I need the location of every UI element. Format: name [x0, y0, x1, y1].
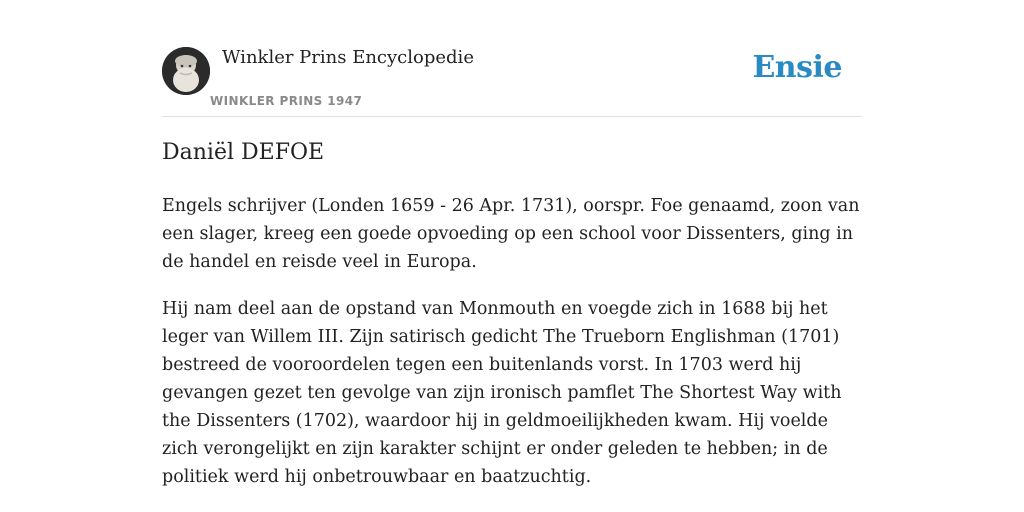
- source-title[interactable]: Winkler Prins Encyclopedie: [222, 47, 474, 68]
- article-paragraph: Engels schrijver (Londen 1659 - 26 Apr. 1731), oorspr. Foe genaamd, zoon van een slager, kreeg een goede opvoeding op een school voor Dissenters, ging in de handel en reisde veel in Europa.: [162, 196, 860, 272]
- avatar[interactable]: [162, 47, 210, 95]
- article-title: Daniël DEFOE: [162, 140, 325, 165]
- article-paragraph: Hij nam deel aan de opstand van Monmouth en voegde zich in 1688 bij het leger van Willem III. Zijn satirisch gedicht The Trueborn Englishman (1701) bestreed de vooroordelen tegen een buitenlands vorst. In 1703 werd hij gevangen gezet ten gevolge van zijn ironisch pamflet The Shortest Way with the Dissenters (1702), waardoor hij in geldmoeilijkheden kwam. Hij voelde zich verongelijkt en zijn karakter schijnt er onder geleden te hebben; in de politiek werd hij onbetrouwbaar en baatzuchtig.: [162, 299, 842, 487]
- bearded-man-portrait-icon: [162, 47, 210, 95]
- source-subtitle: WINKLER PRINS 1947: [210, 94, 363, 108]
- brand-logo[interactable]: Ensie: [752, 50, 842, 85]
- article-body: [162, 192, 862, 510]
- source-header: [162, 40, 862, 117]
